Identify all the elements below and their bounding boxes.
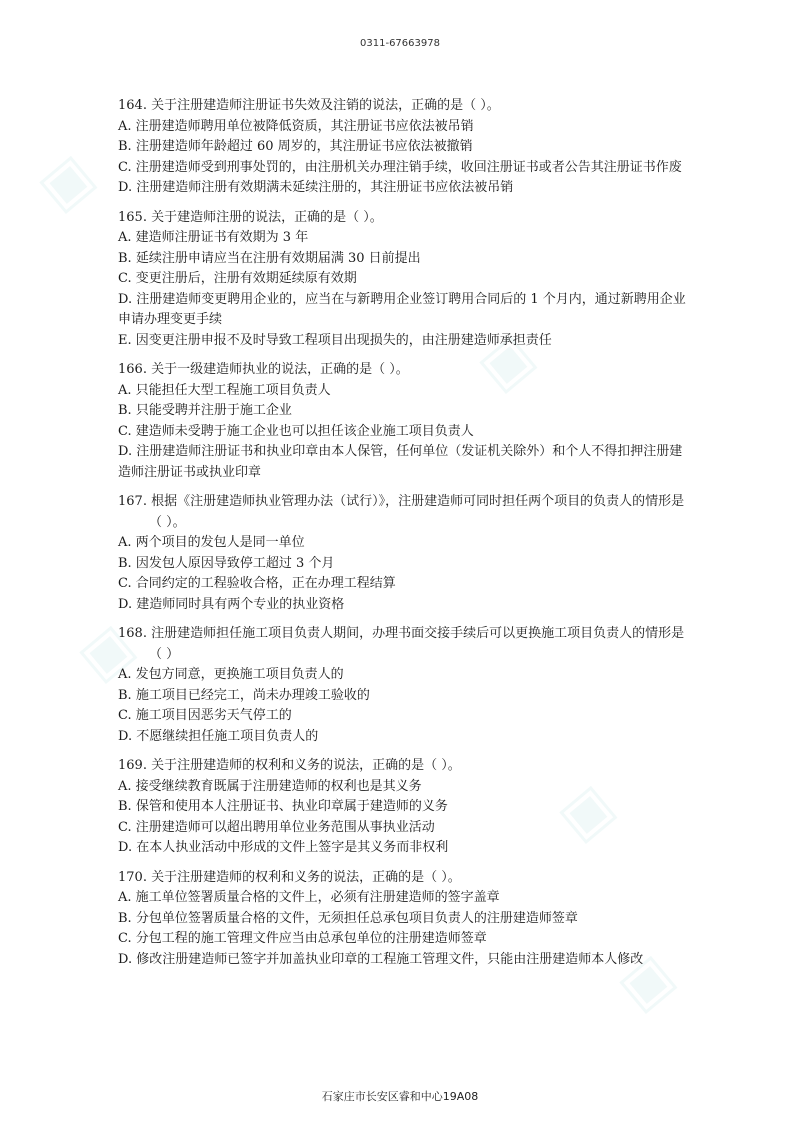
option-a: A. 接受继续教育既属于注册建造师的权利也是其义务 <box>118 778 422 794</box>
question-169 <box>118 756 688 859</box>
question-165 <box>118 208 688 352</box>
question-stem: 168. 注册建造师担任施工项目负责人期间，办理书面交接手续后可以更换施工项目负责人的情形是（ ） <box>118 626 685 662</box>
option-c: C. 分包工程的施工管理文件应当由总承包单位的注册建造师签章 <box>118 931 487 946</box>
question-166 <box>118 360 688 483</box>
option-e: E. 因变更注册申报不及时导致工程项目出现损失的，由注册建造师承担责任 <box>118 332 552 348</box>
watermark-logo: ▣ <box>65 610 146 693</box>
option-c: C. 施工项目因恶劣天气停工的 <box>118 708 292 723</box>
question-stem: 164. 关于注册建造师注册证书失效及注销的说法，正确的是（ ）。 <box>118 98 500 113</box>
option-a: A. 发包方同意，更换施工项目负责人的 <box>118 667 344 682</box>
option-a: A. 建造师注册证书有效期为 3 年 <box>118 230 309 245</box>
option-b: B. 因发包人原因导致停工超过 3 个月 <box>118 555 335 571</box>
option-c: C. 建造师未受聘于施工企业也可以担任该企业施工项目负责人 <box>118 423 474 439</box>
question-stem: 167. 根据《注册建造师执业管理办法（试行）》，注册建造师可同时担任两个项目的负责人的情形是（ ）。 <box>118 494 685 530</box>
option-d: D. 注册建造师注册有效期满未延续注册的，其注册证书应依法被吊销 <box>118 180 514 195</box>
option-b: B. 注册建造师年龄超过 60 周岁的，其注册证书应依法被撤销 <box>118 139 473 154</box>
option-b: B. 施工项目已经完工，尚未办理竣工验收的 <box>118 687 370 703</box>
question-stem: 165. 关于建造师注册的说法，正确的是（ ）。 <box>118 209 383 225</box>
option-d: D. 建造师同时具有两个专业的执业资格 <box>118 596 345 612</box>
option-a: A. 两个项目的发包人是同一单位 <box>118 535 305 550</box>
question-167 <box>118 492 688 615</box>
question-168 <box>118 624 688 747</box>
question-stem: 170. 关于注册建造师的权利和义务的说法，正确的是（ ）。 <box>118 869 461 885</box>
option-c: C. 变更注册后，注册有效期延续原有效期 <box>118 271 357 286</box>
option-a: A. 施工单位签署质量合格的文件上，必须有注册建造师的签字盖章 <box>118 890 500 905</box>
page-footer-address: 石家庄市长安区睿和中心19A08 <box>321 1090 479 1103</box>
question-stem: 166. 关于一级建造师执业的说法，正确的是（ ）。 <box>118 362 409 377</box>
page-header-phone: 0311-67663978 <box>360 38 440 49</box>
option-b: B. 只能受聘并注册于施工企业 <box>118 403 292 418</box>
question-stem: 169. 关于注册建造师的权利和义务的说法，正确的是（ ）。 <box>118 758 461 773</box>
option-a: A. 注册建造师聘用单位被降低资质，其注册证书应依法被吊销 <box>118 118 474 134</box>
watermark-logo: ▣ <box>25 140 106 223</box>
option-b: B. 延续注册申请应当在注册有效期届满 30 日前提出 <box>118 250 421 266</box>
option-c: C. 合同约定的工程验收合格，正在办理工程结算 <box>118 576 396 591</box>
question-list <box>118 96 688 979</box>
option-a: A. 只能担任大型工程施工项目负责人 <box>118 382 331 398</box>
option-c: C. 注册建造师可以超出聘用单位业务范围从事执业活动 <box>118 819 435 835</box>
option-d: D. 注册建造师变更聘用企业的，应当在与新聘用企业签订聘用合同后的 1 个月内，通过新聘用企业申请办理变更手续 <box>118 291 686 327</box>
option-b: B. 保管和使用本人注册证书、执业印章属于建造师的义务 <box>118 799 448 814</box>
option-c: C. 注册建造师受到刑事处罚的，由注册机关办理注销手续，收回注册证书或者公告其注册证书作废 <box>118 159 682 175</box>
watermark-logo: ▣ <box>465 320 546 403</box>
option-d: D. 注册建造师注册证书和执业印章由本人保管，任何单位（发证机关除外）和个人不得扣押注册建造师注册证书或执业印章 <box>118 444 683 480</box>
option-d: D. 在本人执业活动中形成的文件上签字是其义务而非权利 <box>118 840 449 855</box>
watermark-logo: ▣ <box>545 770 626 853</box>
question-164 <box>118 96 688 199</box>
question-170 <box>118 868 688 971</box>
option-d: D. 不愿继续担任施工项目负责人的 <box>118 728 319 744</box>
option-d: D. 修改注册建造师已签字并加盖执业印章的工程施工管理文件，只能由注册建造师本人修改 <box>118 951 644 967</box>
option-b: B. 分包单位签署质量合格的文件，无须担任总承包项目负责人的注册建造师签章 <box>118 910 578 926</box>
watermark-logo: ▣ <box>605 940 686 1023</box>
